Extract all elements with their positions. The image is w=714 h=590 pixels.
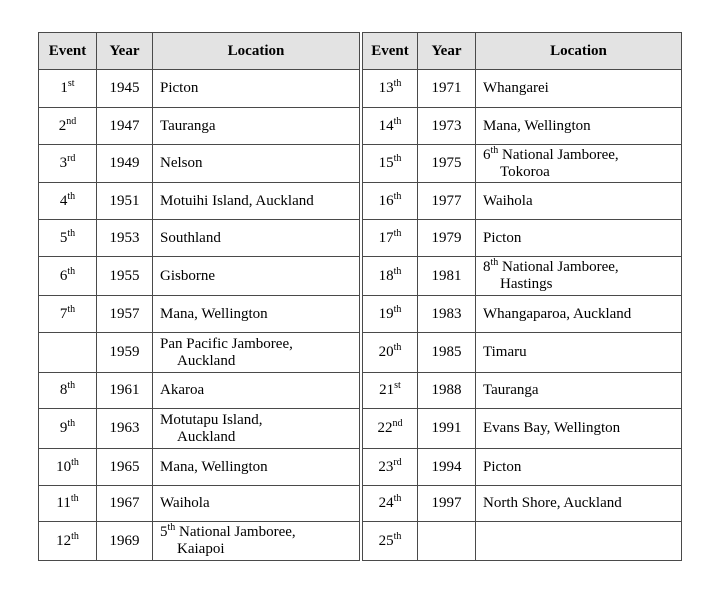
table-row [363,522,682,561]
event-number: 3 [59,155,68,171]
location-line [483,80,677,97]
event-ordinal-suffix: rd [393,456,402,468]
event-number-cell [39,108,97,145]
event-number-cell [363,296,418,333]
table-row [363,257,682,296]
event-year-cell: 1949 [97,145,153,183]
event-year-cell: 1973 [418,108,476,145]
location-line-2: Tokoroa [500,163,550,180]
event-number: 6 [59,267,68,284]
event-location-cell [476,486,682,522]
event-location-cell [153,183,360,220]
table-row [363,373,682,409]
event-number-cell [363,257,418,296]
event-ordinal-suffix: th [393,342,402,353]
event-location-cell [153,409,360,449]
event-year-cell: 1971 [418,70,476,108]
event-year-cell: 1981 [418,257,476,296]
event-year-cell: 1951 [97,183,153,220]
event-number-cell [363,70,418,108]
table-row [363,220,682,257]
event-ordinal-suffix: st [394,380,401,391]
jamboree-events-table [38,32,682,559]
event-ordinal-suffix: th [67,227,76,239]
event-year-cell: 1994 [418,449,476,486]
event-location-cell [476,108,682,145]
event-ordinal-suffix: th [393,115,402,127]
event-year-cell: 1988 [418,373,476,409]
location-text: Waihola [483,192,533,209]
event-number: 23 [378,458,394,475]
table-row [363,333,682,373]
location-text: Picton [160,80,199,96]
table-row [363,108,682,145]
event-location-cell [153,220,360,257]
event-number: 25 [378,532,394,549]
event-location-cell [153,145,360,183]
location-text: Motuihi Island, Auckland [160,192,314,209]
event-number-cell [39,409,97,449]
event-number: 8 [59,382,68,398]
event-ordinal-suffix: th [70,493,79,504]
event-year-cell: 1965 [97,449,153,486]
event-ordinal-suffix: th [71,530,79,542]
event-location-cell [153,108,360,145]
location-text: Akaroa [160,382,205,398]
event-ordinal-suffix: th [67,303,76,315]
location-ordinal-number: 6 [483,146,491,163]
event-location-cell [153,333,360,373]
event-year-cell: 1991 [418,409,476,449]
location-line [483,193,677,210]
header-year: Year [418,33,476,70]
event-year-cell: 1983 [418,296,476,333]
location-line [160,193,355,210]
event-location-cell [153,449,360,486]
event-year-cell: 1945 [97,70,153,108]
location-line [160,155,355,172]
event-location-cell [476,522,682,561]
event-number: 9 [59,420,68,436]
location-line-2: Hastings [500,276,553,292]
location-text: Mana, Wellington [160,458,268,475]
event-ordinal-suffix: th [393,303,402,315]
table-row [39,373,360,409]
header-event: Event [363,33,418,70]
event-ordinal-suffix: nd [392,418,403,429]
event-year-cell: 1979 [418,220,476,257]
event-ordinal-suffix: th [393,227,402,239]
header-year: Year [97,33,153,70]
event-number-cell [363,183,418,220]
event-year-cell: 1967 [97,486,153,522]
event-number: 14 [378,117,394,134]
location-line-2: Auckland [177,428,236,445]
event-location-cell [476,373,682,409]
event-location-cell [476,296,682,333]
event-number-cell [363,145,418,183]
table-row [39,486,360,522]
event-number: 12 [56,532,72,549]
location-line [160,268,355,285]
location-line [483,459,677,476]
location-text: Motutapu Island, [160,411,263,428]
header-location: Location [153,33,360,70]
event-number: 2 [58,117,67,134]
table-row [39,333,360,373]
location-text: Mana, Wellington [160,305,268,322]
table-row [39,70,360,108]
event-ordinal-suffix: th [393,153,402,164]
table-row [363,449,682,486]
event-number: 11 [56,495,71,511]
location-line [483,144,677,164]
location-line [160,459,355,476]
header-location: Location [476,33,682,70]
event-number-cell [39,257,97,296]
event-number: 20 [378,344,394,360]
event-ordinal-suffix: th [393,190,402,202]
table-row [39,522,360,561]
event-location-cell [476,409,682,449]
location-text: National Jamboree, [498,146,619,163]
event-number: 5 [59,229,68,246]
event-location-cell [153,522,360,561]
location-line-2: Auckland [177,352,236,369]
event-ordinal-suffix: th [67,265,76,277]
table-row [363,70,682,108]
event-year-cell: 1985 [418,333,476,373]
location-line [160,80,355,97]
event-year-cell: 1957 [97,296,153,333]
event-location-cell [476,183,682,220]
location-line [483,306,677,323]
event-location-cell [153,296,360,333]
location-ordinal-number: 8 [483,259,491,275]
event-ordinal-suffix: th [67,190,76,202]
event-year-cell: 1997 [418,486,476,522]
event-location-cell [476,257,682,296]
location-text: National Jamboree, [498,259,619,275]
header-row-left [39,33,360,70]
event-number-cell [363,409,418,449]
event-ordinal-suffix: th [67,418,76,429]
table-row [39,183,360,220]
event-number-cell [363,522,418,561]
table-row [363,486,682,522]
event-number-cell [39,333,97,373]
event-location-cell [476,333,682,373]
event-number: 7 [59,305,68,322]
event-year-cell: 1969 [97,522,153,561]
location-text: Picton [483,458,522,475]
event-ordinal-suffix: nd [66,115,77,127]
event-location-cell [153,486,360,522]
event-number: 19 [378,305,394,322]
event-ordinal-suffix: th [393,493,402,504]
event-location-cell [476,70,682,108]
event-number-cell [363,449,418,486]
event-number-cell [363,373,418,409]
event-year-cell: 1963 [97,409,153,449]
table-row [363,183,682,220]
event-number-cell [39,522,97,561]
location-text: Nelson [160,155,203,171]
event-ordinal-suffix: th [71,456,79,468]
location-ordinal-suffix: th [490,144,499,156]
location-line [160,230,355,247]
location-text: Tauranga [483,382,539,398]
event-number: 17 [378,229,394,246]
header-event: Event [39,33,97,70]
event-number: 16 [378,192,394,209]
location-line [160,306,355,323]
event-number: 24 [378,495,394,511]
event-number-cell [363,486,418,522]
event-number-cell [39,145,97,183]
event-number: 21 [379,382,395,398]
location-line [483,495,677,512]
event-location-cell [153,257,360,296]
location-ordinal-number: 5 [160,524,168,540]
event-ordinal-suffix: th [67,380,76,391]
event-number-cell [363,333,418,373]
table-row [363,145,682,183]
location-line [483,230,677,247]
event-number: 10 [56,458,72,475]
event-year-cell: 1955 [97,257,153,296]
location-text: Evans Bay, Wellington [483,420,621,436]
location-text: Gisborne [160,267,215,284]
event-ordinal-suffix: th [393,78,402,89]
location-text: Pan Pacific Jamboree, [160,335,293,352]
event-number-cell [39,449,97,486]
location-line [483,420,677,437]
location-text: National Jamboree, [175,524,296,540]
events-table-left [38,32,360,561]
event-location-cell [476,220,682,257]
event-location-cell [476,145,682,183]
event-ordinal-suffix: th [393,530,402,542]
events-table-right [362,32,682,561]
event-number: 18 [378,267,394,284]
location-text: North Shore, Auckland [483,495,622,511]
location-line [483,344,677,361]
event-year-cell: 1961 [97,373,153,409]
table-row [39,257,360,296]
location-line [160,524,355,541]
event-number: 13 [378,80,394,96]
event-ordinal-suffix: rd [67,153,76,164]
event-year-cell [418,522,476,561]
event-ordinal-suffix: th [393,265,402,277]
table-row [39,449,360,486]
event-number-cell [39,373,97,409]
event-number-cell [363,220,418,257]
table-row [39,296,360,333]
table-row [363,296,682,333]
location-line [483,382,677,399]
location-line [483,259,677,276]
event-year-cell: 1977 [418,183,476,220]
event-year-cell: 1959 [97,333,153,373]
location-text: Tauranga [160,117,216,134]
location-text: Whangaparoa, Auckland [483,305,632,322]
event-number-cell [39,183,97,220]
table-row [39,220,360,257]
event-year-cell: 1947 [97,108,153,145]
location-text: Timaru [483,344,527,360]
location-line [160,336,355,353]
table-row [363,409,682,449]
location-line [160,495,355,512]
event-year-cell: 1953 [97,220,153,257]
location-ordinal-suffix: th [490,257,499,268]
event-number-cell [39,296,97,333]
event-number: 1 [60,80,68,96]
event-number: 15 [378,155,394,171]
event-location-cell [476,449,682,486]
event-number-cell [39,70,97,108]
location-ordinal-suffix: th [167,522,176,533]
event-location-cell [153,373,360,409]
table-row [39,108,360,145]
location-line [483,118,677,135]
location-line [160,118,355,135]
location-text: Southland [160,229,221,246]
event-ordinal-suffix: st [67,78,75,89]
event-location-cell [153,70,360,108]
event-number-cell [363,108,418,145]
header-row-right [363,33,682,70]
location-text: Mana, Wellington [483,117,591,134]
event-year-cell: 1975 [418,145,476,183]
location-line [160,412,355,429]
location-text: Picton [483,229,522,246]
event-number: 4 [59,192,68,209]
location-line [160,382,355,399]
event-number: 22 [377,420,393,436]
location-line-2: Kaiapoi [177,541,225,557]
location-text: Whangarei [483,80,549,96]
table-row [39,145,360,183]
event-number-cell [39,486,97,522]
table-row [39,409,360,449]
location-text: Waihola [160,495,210,511]
event-number-cell [39,220,97,257]
